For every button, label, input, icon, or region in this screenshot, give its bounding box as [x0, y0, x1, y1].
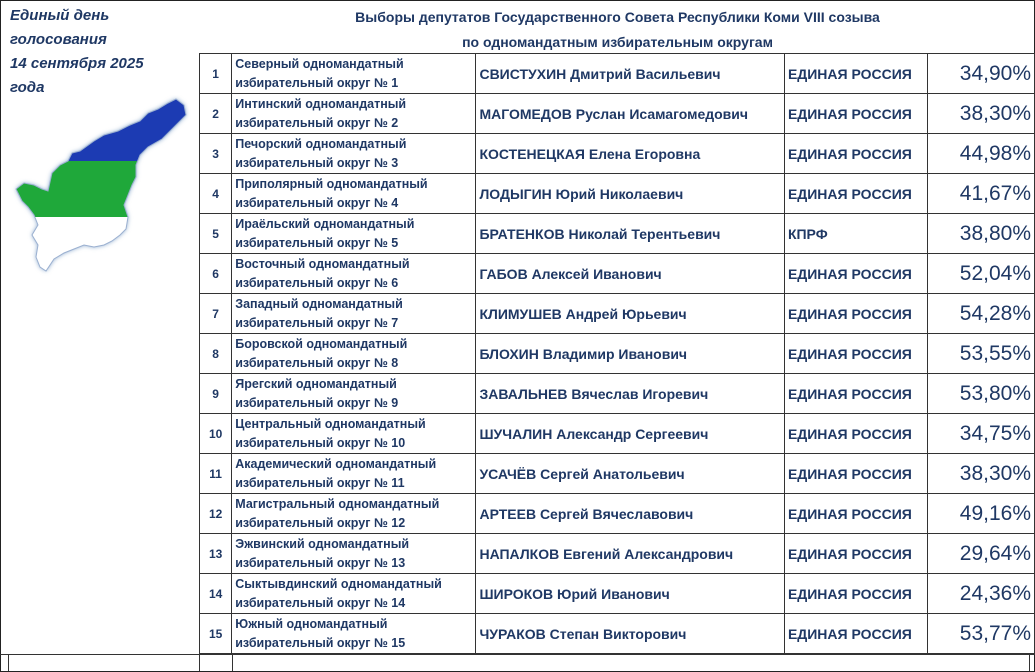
candidate-name: МАГОМЕДОВ Руслан Исамагомедович	[476, 94, 784, 134]
candidate-name: КЛИМУШЕВ Андрей Юрьевич	[476, 294, 784, 334]
district-name-line-1: Центральный одномандатный	[235, 416, 426, 431]
candidate-name: ЛОДЫГИН Юрий Николаевич	[476, 174, 784, 214]
district-name	[232, 454, 476, 494]
party-name: ЕДИНАЯ РОССИЯ	[784, 494, 927, 534]
district-name-line-1: Северный одномандатный	[235, 56, 404, 71]
table-row	[200, 534, 1035, 574]
party-name: ЕДИНАЯ РОССИЯ	[784, 54, 927, 94]
district-name-line-2: избирательный округ № 12	[235, 515, 406, 530]
candidate-name: АРТЕЕВ Сергей Вячеславович	[476, 494, 784, 534]
district-number: 13	[200, 534, 232, 574]
candidate-name: ШУЧАЛИН Александр Сергеевич	[476, 414, 784, 454]
district-name-line-2: избирательный округ № 5	[235, 235, 399, 250]
caption-line-4: года	[10, 79, 45, 96]
district-name-line-2: избирательный округ № 13	[235, 555, 406, 570]
district-name	[232, 54, 476, 94]
vote-percent: 38,30%	[928, 454, 1035, 494]
district-number: 12	[200, 494, 232, 534]
vote-percent: 41,67%	[928, 174, 1035, 214]
vote-percent: 34,75%	[928, 414, 1035, 454]
district-name	[232, 174, 476, 214]
election-date-caption	[10, 4, 144, 100]
candidate-name: НАПАЛКОВ Евгений Александрович	[476, 534, 784, 574]
party-name: ЕДИНАЯ РОССИЯ	[784, 534, 927, 574]
vote-percent: 38,80%	[928, 214, 1035, 254]
party-name: ЕДИНАЯ РОССИЯ	[784, 134, 927, 174]
district-name-line-1: Печорский одномандатный	[235, 136, 407, 151]
district-name	[232, 414, 476, 454]
vote-percent: 53,77%	[928, 614, 1035, 654]
district-name-line-2: избирательный округ № 9	[235, 395, 399, 410]
party-name: ЕДИНАЯ РОССИЯ	[784, 294, 927, 334]
district-number: 7	[200, 294, 232, 334]
bottom-grid-line	[0, 654, 1035, 655]
district-name	[232, 494, 476, 534]
district-name-line-1: Магистральный одномандатный	[235, 496, 440, 511]
page-subtitle: по одномандатным избирательным округам	[462, 34, 773, 50]
party-name: ЕДИНАЯ РОССИЯ	[784, 454, 927, 494]
vote-percent: 38,30%	[928, 94, 1035, 134]
table-row	[200, 54, 1035, 94]
table-row	[200, 94, 1035, 134]
district-name	[232, 214, 476, 254]
table-row	[200, 174, 1035, 214]
table-row	[200, 134, 1035, 174]
district-name-line-2: избирательный округ № 1	[235, 75, 399, 90]
party-name: ЕДИНАЯ РОССИЯ	[784, 574, 927, 614]
table-row	[200, 574, 1035, 614]
candidate-name: БЛОХИН Владимир Иванович	[476, 334, 784, 374]
grid-line	[1029, 654, 1030, 671]
table-row	[200, 294, 1035, 334]
district-name	[232, 134, 476, 174]
district-name	[232, 614, 476, 654]
district-name-line-2: избирательный округ № 8	[235, 355, 399, 370]
district-name-line-1: Приполярный одномандатный	[235, 176, 428, 191]
candidate-name: КОСТЕНЕЦКАЯ Елена Егоровна	[476, 134, 784, 174]
district-name-line-1: Интинский одномандатный	[235, 96, 407, 111]
district-name-line-2: избирательный округ № 4	[235, 195, 399, 210]
district-name-line-2: избирательный округ № 2	[235, 115, 399, 130]
caption-line-3: 14 сентября 2025	[10, 55, 144, 72]
candidate-name: УСАЧЁВ Сергей Анатольевич	[476, 454, 784, 494]
party-name: ЕДИНАЯ РОССИЯ	[784, 614, 927, 654]
district-name-line-2: избирательный округ № 6	[235, 275, 399, 290]
district-name	[232, 534, 476, 574]
party-name: ЕДИНАЯ РОССИЯ	[784, 174, 927, 214]
district-name-line-1: Ярегский одномандатный	[235, 376, 397, 391]
grid-line	[8, 654, 9, 671]
district-number: 5	[200, 214, 232, 254]
vote-percent: 24,36%	[928, 574, 1035, 614]
district-name-line-1: Сыктывдинский одномандатный	[235, 576, 442, 591]
district-number: 2	[200, 94, 232, 134]
party-name: ЕДИНАЯ РОССИЯ	[784, 334, 927, 374]
district-number: 15	[200, 614, 232, 654]
district-name-line-2: избирательный округ № 10	[235, 435, 406, 450]
results-body	[200, 54, 1035, 654]
candidate-name: ЗАВАЛЬНЕВ Вячеслав Игоревич	[476, 374, 784, 414]
candidate-name: СВИСТУХИН Дмитрий Васильевич	[476, 54, 784, 94]
caption-line-1: Единый день	[10, 7, 110, 24]
district-name-line-2: избирательный округ № 11	[235, 475, 405, 490]
results-table	[199, 53, 1035, 654]
district-name	[232, 334, 476, 374]
table-row	[200, 254, 1035, 294]
candidate-name: ЧУРАКОВ Степан Викторович	[476, 614, 784, 654]
party-name: ЕДИНАЯ РОССИЯ	[784, 414, 927, 454]
district-name-line-2: избирательный округ № 3	[235, 155, 399, 170]
candidate-name: ГАБОВ Алексей Иванович	[476, 254, 784, 294]
district-number: 1	[200, 54, 232, 94]
vote-percent: 49,16%	[928, 494, 1035, 534]
grid-line	[232, 654, 233, 671]
district-name	[232, 94, 476, 134]
party-name: ЕДИНАЯ РОССИЯ	[784, 374, 927, 414]
candidate-name: ШИРОКОВ Юрий Иванович	[476, 574, 784, 614]
page-title: Выборы депутатов Государственного Совета Республики Коми VIII созыва	[355, 9, 880, 25]
district-name-line-1: Западный одномандатный	[235, 296, 403, 311]
district-name-line-1: Южный одномандатный	[235, 616, 388, 631]
district-number: 6	[200, 254, 232, 294]
vote-percent: 44,98%	[928, 134, 1035, 174]
vote-percent: 53,55%	[928, 334, 1035, 374]
district-name	[232, 294, 476, 334]
district-number: 14	[200, 574, 232, 614]
district-name-line-2: избирательный округ № 14	[235, 595, 406, 610]
district-number: 3	[200, 134, 232, 174]
caption-line-2: голосования	[10, 31, 107, 48]
vote-percent: 54,28%	[928, 294, 1035, 334]
district-name-line-1: Эжвинский одномандатный	[235, 536, 410, 551]
vote-percent: 52,04%	[928, 254, 1035, 294]
table-row	[200, 334, 1035, 374]
table-row	[200, 454, 1035, 494]
table-row	[200, 214, 1035, 254]
vote-percent: 29,64%	[928, 534, 1035, 574]
party-name: КПРФ	[784, 214, 927, 254]
district-name-line-1: Восточный одномандатный	[235, 256, 410, 271]
party-name: ЕДИНАЯ РОССИЯ	[784, 254, 927, 294]
district-name	[232, 254, 476, 294]
vote-percent: 53,80%	[928, 374, 1035, 414]
candidate-name: БРАТЕНКОВ Николай Терентьевич	[476, 214, 784, 254]
district-number: 11	[200, 454, 232, 494]
district-name-line-1: Ираёльский одномандатный	[235, 216, 415, 231]
grid-line	[199, 654, 200, 671]
district-name-line-1: Боровской одномандатный	[235, 336, 408, 351]
district-number: 8	[200, 334, 232, 374]
party-name: ЕДИНАЯ РОССИЯ	[784, 94, 927, 134]
table-row	[200, 414, 1035, 454]
district-name-line-2: избирательный округ № 15	[235, 635, 406, 650]
komi-map-flag-icon	[8, 95, 192, 281]
table-row	[200, 494, 1035, 534]
district-name	[232, 374, 476, 414]
vote-percent: 34,90%	[928, 54, 1035, 94]
district-name-line-1: Академический одномандатный	[235, 456, 437, 471]
district-number: 4	[200, 174, 232, 214]
district-name	[232, 574, 476, 614]
table-row	[200, 614, 1035, 654]
district-number: 10	[200, 414, 232, 454]
district-name-line-2: избирательный округ № 7	[235, 315, 399, 330]
table-row	[200, 374, 1035, 414]
district-number: 9	[200, 374, 232, 414]
